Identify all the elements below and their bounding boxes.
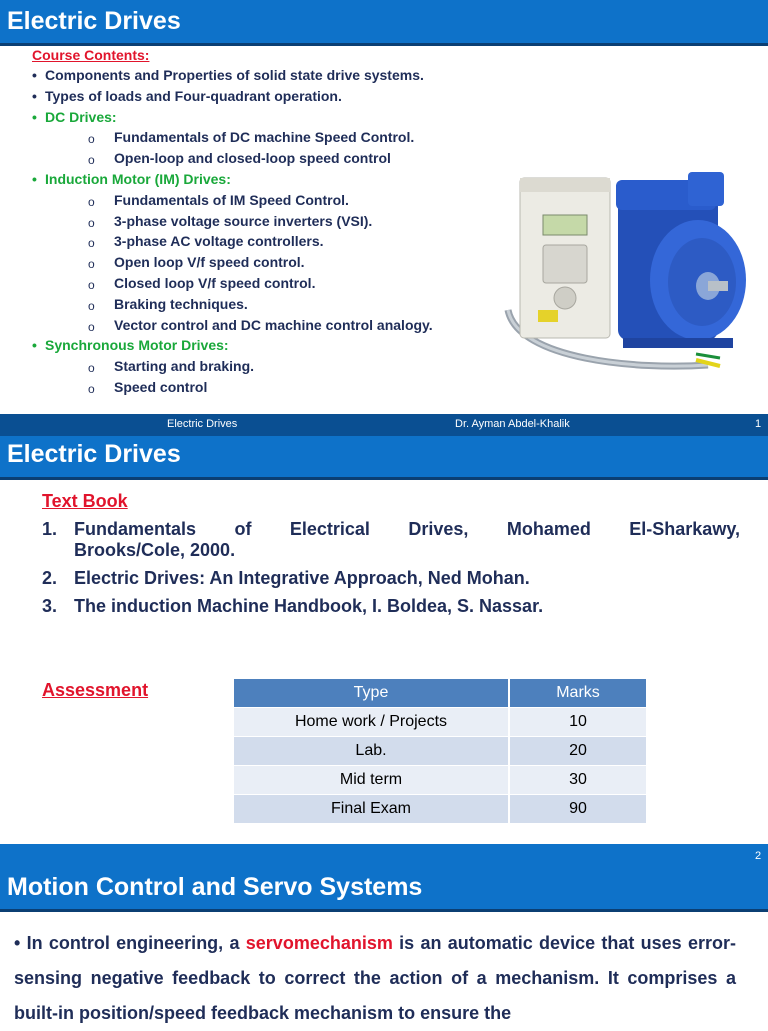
list-item-text: 3-phase AC voltage controllers.	[114, 233, 324, 249]
bullet-circle: o	[88, 216, 95, 230]
list-item	[88, 213, 372, 229]
footer-author: Dr. Ayman Abdel-Khalik	[455, 418, 570, 430]
list-item	[32, 337, 229, 353]
table-header-row	[234, 679, 646, 708]
bullet-circle: o	[88, 361, 95, 375]
book-3-line1: The induction Machine Handbook, I. Boldea, S. Nassar.	[74, 596, 544, 616]
table-cell-marks: 30	[509, 766, 646, 795]
book-1-line2: Brooks/Cole, 2000.	[74, 540, 236, 560]
list-item	[88, 233, 324, 249]
bullet-circle: o	[88, 236, 95, 250]
list-item	[88, 129, 414, 145]
list-item	[88, 379, 207, 395]
book-3-number: 3.	[42, 596, 58, 616]
bullet-circle: o	[88, 278, 95, 292]
list-item-text: DC Drives:	[45, 109, 117, 125]
paragraph-prefix: In control engineering, a	[26, 933, 246, 953]
slide1-title-bar	[0, 0, 768, 46]
textbook-heading: Text Book	[42, 491, 128, 511]
bullet-circle: o	[88, 299, 95, 313]
list-item	[32, 171, 231, 187]
servo-paragraph	[14, 926, 736, 1031]
course-contents-heading: Course Contents:	[32, 47, 150, 63]
slide2-page-number: 2	[755, 850, 762, 862]
bullet-circle: o	[88, 195, 95, 209]
list-item-text: Induction Motor (IM) Drives:	[45, 171, 231, 187]
list-item-text: Vector control and DC machine control analogy.	[114, 317, 433, 333]
list-item	[88, 275, 315, 291]
book-1-line1: Fundamentals of Electrical Drives, Mohamed El-Sharkawy,	[74, 519, 740, 539]
list-item-text: Types of loads and Four-quadrant operation.	[45, 88, 342, 104]
footer-course-name: Electric Drives	[167, 418, 238, 430]
slide3-title-bar	[0, 866, 768, 912]
servomechanism-term: servomechanism	[245, 933, 393, 953]
slide1-footer	[0, 414, 768, 436]
list-item-text: Closed loop V/f speed control.	[114, 275, 316, 291]
list-item-text: Open-loop and closed-loop speed control	[114, 150, 391, 166]
table-cell-type: Final Exam	[234, 795, 509, 824]
list-item-text: Synchronous Motor Drives:	[45, 337, 229, 353]
slide2-title: Electric Drives	[7, 440, 181, 468]
bullet-dot: •	[32, 109, 37, 125]
bullet-circle: o	[88, 257, 95, 271]
table-cell-type: Home work / Projects	[234, 708, 509, 737]
list-item	[88, 150, 391, 166]
list-item-text: Speed control	[114, 379, 208, 395]
table-header-type: Type	[234, 679, 509, 708]
table-cell-type: Lab.	[234, 737, 509, 766]
bullet-dot: •	[32, 337, 37, 353]
table-cell-type: Mid term	[234, 766, 509, 795]
bullet-circle: o	[88, 153, 95, 167]
slide3-title: Motion Control and Servo Systems	[7, 873, 423, 901]
list-item	[32, 67, 424, 83]
book-2-line1: Electric Drives: An Integrative Approach, Ned Mohan.	[74, 568, 530, 588]
bullet-dot: •	[32, 171, 37, 187]
list-item	[32, 88, 342, 104]
list-item	[88, 358, 254, 374]
slide2-title-bar	[0, 436, 768, 480]
slide2-footer	[0, 844, 768, 866]
table-row	[234, 737, 646, 766]
bullet-dot: •	[14, 933, 27, 953]
bullet-dot: •	[32, 88, 37, 104]
book-1-number: 1.	[42, 519, 58, 539]
footer-page-number: 1	[755, 418, 762, 430]
list-item-text: Fundamentals of DC machine Speed Control.	[114, 129, 415, 145]
list-item-text: Open loop V/f speed control.	[114, 254, 305, 270]
list-item-text: 3-phase voltage source inverters (VSI).	[114, 213, 373, 229]
list-item-text: Components and Properties of solid state drive systems.	[45, 67, 424, 83]
list-item	[88, 254, 305, 270]
list-item	[32, 109, 117, 125]
bullet-circle: o	[88, 382, 95, 396]
assessment-heading: Assessment	[42, 680, 149, 700]
list-item	[88, 317, 433, 333]
paragraph-body: is an automatic device that uses error-sensing negative feedback to correct the action of a mechanism. It comprises a built-in position/speed feedback mechanism to ensure the	[14, 933, 736, 1023]
bullet-dot: •	[32, 67, 37, 83]
table-row	[234, 766, 646, 795]
table-row	[234, 795, 646, 824]
list-item-text: Starting and braking.	[114, 358, 255, 374]
motor-drive-image	[498, 160, 760, 380]
table-row	[234, 708, 646, 737]
slide1-title: Electric Drives	[7, 7, 181, 35]
list-item-text: Fundamentals of IM Speed Control.	[114, 192, 349, 208]
bullet-circle: o	[88, 132, 95, 146]
assessment-table	[234, 679, 646, 824]
table-cell-marks: 10	[509, 708, 646, 737]
table-header-marks: Marks	[509, 679, 646, 708]
table-cell-marks: 20	[509, 737, 646, 766]
table-cell-marks: 90	[509, 795, 646, 824]
bullet-circle: o	[88, 320, 95, 334]
list-item	[88, 296, 248, 312]
list-item-text: Braking techniques.	[114, 296, 248, 312]
book-2-number: 2.	[42, 568, 58, 588]
list-item	[88, 192, 349, 208]
